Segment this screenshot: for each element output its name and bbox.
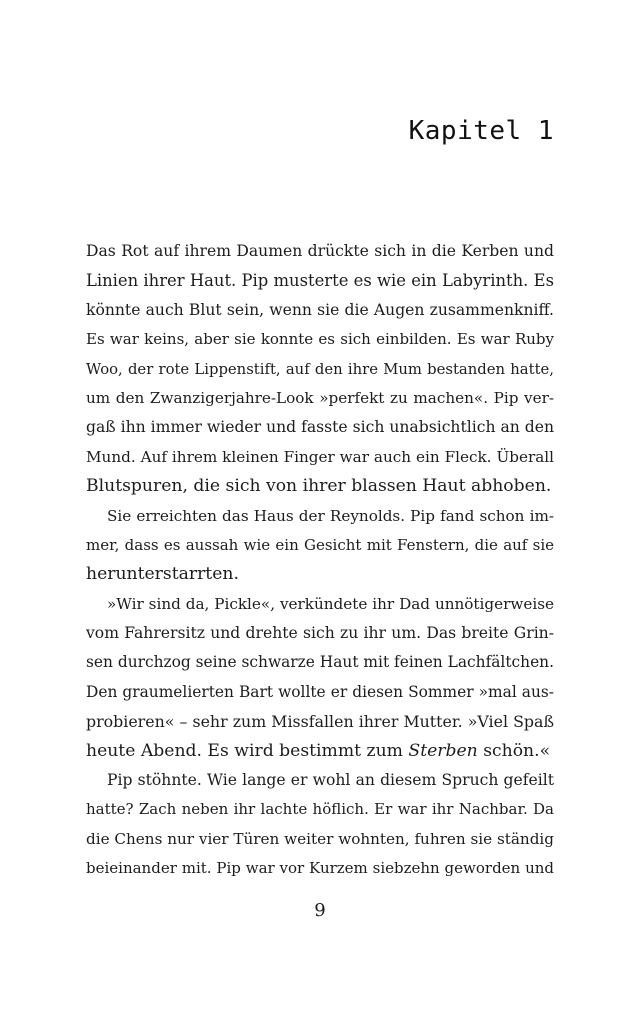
text-line: [86, 737, 554, 766]
text-line: die Chens nur vier Türen weiter wohnten, fuhren sie ständig: [86, 829, 554, 848]
text-line: beieinander mit. Pip war vor Kurzem siebzehn geworden und: [86, 859, 554, 878]
text-segment: heute Abend. Es wird bestimmt zum: [86, 740, 409, 761]
text-line: Das Rot auf ihrem Daumen drückte sich in die Kerben und: [86, 242, 554, 260]
text-line: Mund. Auf ihrem kleinen Finger war auch ein Fleck. Überall: [86, 447, 554, 466]
text-line: Woo, der rote Lippenstift, auf den ihre Mum bestanden hatte,: [86, 360, 554, 378]
body-text: [86, 237, 554, 884]
page-number: 9: [314, 900, 326, 921]
text-line: Linien ihrer Haut. Pip musterte es wie ein Labyrinth. Es: [86, 271, 554, 291]
text-line: herunterstarrten.: [86, 564, 239, 585]
emphasized-word: Sterben: [408, 740, 478, 761]
text-line: vom Fahrersitz und drehte sich zu ihr um. Das breite Grin-: [86, 624, 554, 643]
text-line: sen durchzog seine schwarze Haut mit feinen Lachfältchen.: [86, 653, 554, 672]
chapter-title: Kapitel 1: [408, 116, 554, 146]
text-line: Pip stöhnte. Wie lange er wohl an diesem Spruch gefeilt: [107, 771, 554, 790]
paragraph: [86, 766, 554, 884]
paragraph: [86, 502, 554, 590]
text-line: Sie erreichten das Haus der Reynolds. Pip fand schon im-: [107, 506, 554, 525]
text-line: »Wir sind da, Pickle«, verkündete ihr Dad unnötigerweise: [107, 594, 554, 613]
text-line: mer, dass es aussah wie ein Gesicht mit Fenstern, die auf sie: [86, 535, 554, 554]
text-line: Es war keins, aber sie konnte es sich einbilden. Es war Ruby: [86, 330, 554, 349]
text-line: könnte auch Blut sein, wenn sie die Augen zusammenkniff.: [86, 300, 554, 319]
text-line: gaß ihn immer wieder und fasste sich unabsichtlich an den: [86, 418, 554, 437]
text-line: hatte? Zach neben ihr lachte höflich. Er war ihr Nachbar. Da: [86, 800, 554, 819]
paragraph: [86, 590, 554, 766]
text-segment: schön.«: [477, 740, 551, 761]
text-line: probieren« – sehr zum Missfallen ihrer Mutter. »Viel Spaß: [86, 712, 554, 732]
text-line: um den Zwanzigerjahre-Look »perfekt zu machen«. Pip ver-: [86, 388, 554, 407]
text-line: Blutspuren, die sich von ihrer blassen Haut abhoben.: [86, 476, 552, 497]
text-line: Den graumelierten Bart wollte er diesen Sommer »mal aus-: [86, 682, 554, 701]
paragraph: [86, 237, 554, 502]
